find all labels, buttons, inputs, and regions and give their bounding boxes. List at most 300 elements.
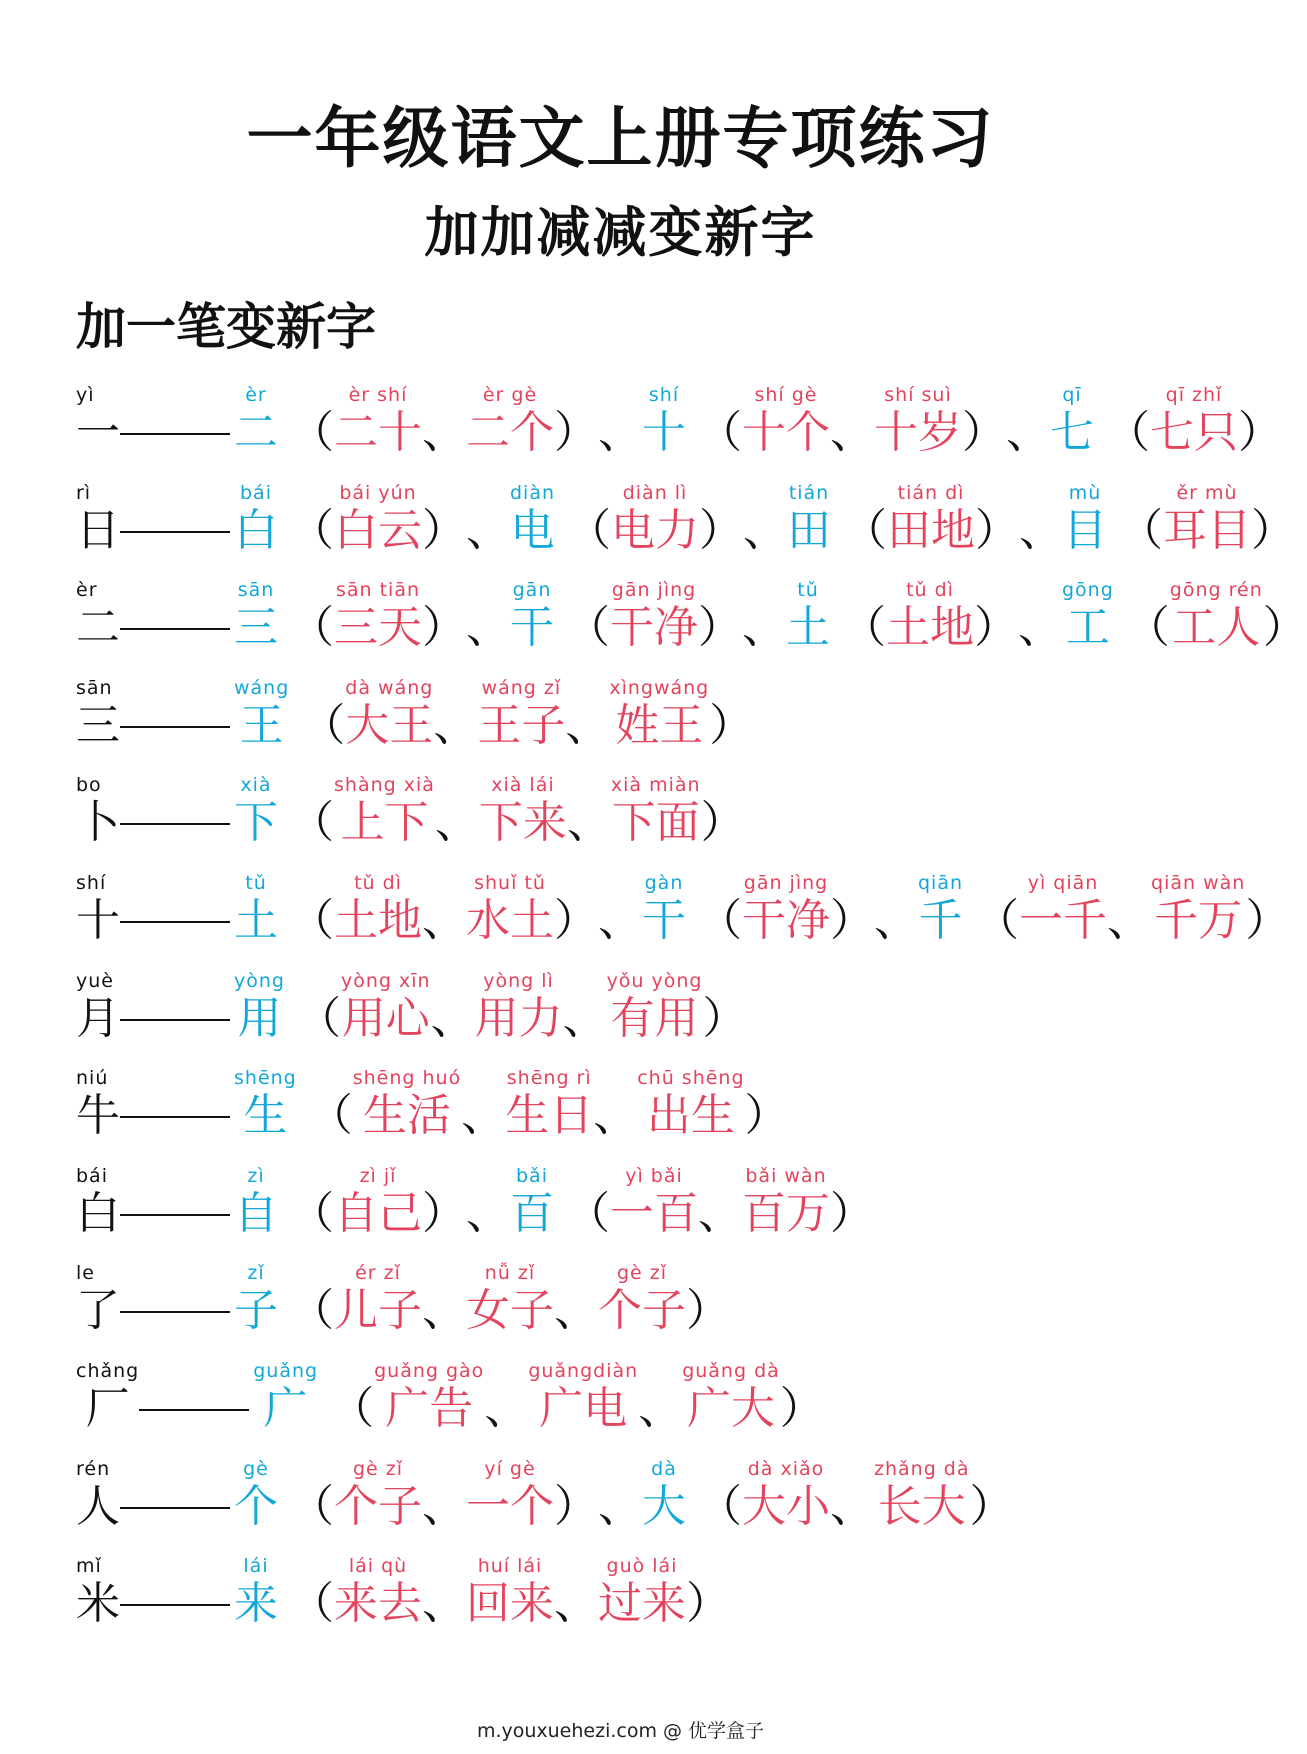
- hanzi: 子: [234, 1285, 278, 1337]
- page-subtitle: 加加减减变新字: [424, 201, 817, 264]
- close-paren: ）: [699, 504, 744, 556]
- hanzi: 牛: [76, 1090, 120, 1142]
- example-word: [1019, 871, 1107, 947]
- hanzi: 王: [239, 699, 284, 751]
- comma: 、: [830, 407, 874, 458]
- example-word: [886, 578, 974, 654]
- hanzi: 耳目: [1163, 504, 1252, 556]
- comma: 、: [593, 1090, 638, 1142]
- example-word: [610, 1164, 698, 1240]
- new-char: [234, 481, 278, 557]
- new-char: [787, 481, 831, 557]
- comma: 、: [598, 1480, 642, 1532]
- pinyin: qī: [1062, 384, 1082, 406]
- close-paren: ）: [969, 1480, 1014, 1532]
- open-paren: （: [698, 407, 742, 458]
- hanzi: 田地: [887, 504, 976, 556]
- example-word: [598, 1261, 686, 1337]
- example-word: [466, 871, 554, 947]
- example-word: [611, 773, 701, 849]
- open-paren: （: [290, 1285, 334, 1337]
- hanzi: 三: [76, 699, 120, 751]
- example-word: [334, 1554, 422, 1630]
- open-paren: （: [566, 602, 610, 654]
- hanzi: 白云: [334, 504, 422, 556]
- close-paren: ）: [1262, 602, 1307, 654]
- pinyin: yí gè: [484, 1457, 536, 1480]
- pinyin: gè zǐ: [352, 1457, 404, 1480]
- example-word: [466, 1261, 554, 1337]
- new-char: [234, 383, 278, 459]
- pinyin: chū shēng: [637, 1067, 745, 1090]
- exercise-list: [76, 383, 1307, 1652]
- close-paren: ）: [1245, 894, 1290, 946]
- hanzi: 七只: [1150, 407, 1238, 458]
- dash-line: [120, 797, 230, 849]
- hanzi: 日: [76, 504, 120, 556]
- new-char: [234, 578, 278, 654]
- hanzi: 千: [918, 894, 963, 946]
- hanzi: 土: [234, 894, 278, 946]
- hanzi: 广大: [686, 1382, 775, 1434]
- open-paren: （: [301, 699, 346, 751]
- open-paren: （: [290, 1187, 334, 1239]
- comma: 、: [422, 1480, 466, 1532]
- comma: 、: [598, 407, 642, 458]
- close-paren: ）: [709, 699, 754, 751]
- pinyin: yòng xīn: [340, 969, 431, 992]
- pinyin: guò lái: [606, 1555, 678, 1578]
- close-paren: ）: [744, 1090, 789, 1142]
- example-word: [374, 1359, 484, 1435]
- pinyin: diàn lì: [622, 481, 688, 504]
- hanzi: 生活: [362, 1090, 451, 1142]
- pinyin: shēng huó: [352, 1067, 462, 1090]
- close-paren: ）: [554, 894, 598, 946]
- hanzi: 七: [1050, 407, 1094, 458]
- hanzi: 下: [234, 797, 278, 849]
- example-word: [341, 969, 431, 1045]
- close-paren: ）: [554, 407, 598, 458]
- hanzi: 自: [234, 1187, 278, 1239]
- hanzi: 用力: [474, 992, 563, 1044]
- hanzi: 了: [76, 1285, 120, 1337]
- example-word: [610, 578, 698, 654]
- dash-line: [120, 895, 230, 947]
- pinyin: gè zǐ: [616, 1262, 668, 1285]
- hanzi: 百: [510, 1187, 554, 1239]
- pinyin: guǎngdiàn: [528, 1359, 639, 1382]
- pinyin: nǚ zǐ: [484, 1262, 536, 1285]
- example-word: [742, 871, 830, 947]
- comma: 、: [1019, 504, 1064, 556]
- close-paren: ）: [422, 1187, 466, 1239]
- hanzi: 生日: [505, 1090, 594, 1142]
- pinyin: xìngwáng: [609, 676, 710, 699]
- pinyin: gàn: [644, 871, 684, 894]
- hanzi: 用: [237, 992, 282, 1044]
- dash-line: [120, 1481, 230, 1533]
- hanzi: 土地: [886, 602, 974, 654]
- comma: 、: [422, 407, 466, 458]
- pinyin: yòng lì: [483, 969, 554, 992]
- pinyin: ěr mù: [1176, 481, 1238, 504]
- pinyin: èr shí: [348, 384, 408, 406]
- hanzi: 回来: [466, 1578, 554, 1630]
- example-word: [477, 676, 565, 752]
- open-paren: （: [567, 504, 612, 556]
- example-word: [887, 481, 975, 557]
- close-paren: ）: [702, 992, 747, 1044]
- dash-line: [120, 1578, 230, 1630]
- hanzi: 干净: [742, 894, 830, 946]
- close-paren: ）: [422, 602, 466, 654]
- comma: 、: [698, 1187, 742, 1239]
- hanzi: 下面: [611, 797, 700, 849]
- pinyin: qiān: [918, 871, 964, 894]
- comma: 、: [461, 1090, 506, 1142]
- hanzi: 出生: [646, 1090, 735, 1142]
- hanzi: 广: [263, 1382, 308, 1434]
- exercise-row: [76, 1164, 1307, 1262]
- comma: 、: [562, 992, 607, 1044]
- hanzi: 一个: [466, 1480, 554, 1532]
- open-paren: （: [290, 602, 334, 654]
- exercise-row: [76, 1457, 1307, 1555]
- close-paren: ）: [698, 602, 742, 654]
- example-word: [466, 383, 554, 459]
- hanzi: 千万: [1154, 894, 1243, 946]
- example-word: [528, 1359, 638, 1435]
- pinyin: yuè: [76, 969, 114, 992]
- close-paren: ）: [554, 1480, 598, 1532]
- pinyin: ér zǐ: [355, 1262, 401, 1285]
- dash-line: [120, 1188, 230, 1240]
- pinyin: yǒu yòng: [606, 969, 703, 992]
- pinyin: shēng: [234, 1067, 297, 1090]
- exercise-row: [76, 871, 1307, 969]
- close-paren: ）: [779, 1382, 824, 1434]
- hanzi: 米: [76, 1578, 120, 1630]
- dash-line: [120, 993, 230, 1045]
- hanzi: 干: [510, 602, 554, 654]
- pinyin: mǐ: [76, 1555, 102, 1578]
- hanzi: 目: [1063, 504, 1108, 556]
- open-paren: （: [843, 504, 888, 556]
- hanzi: 一: [76, 407, 120, 458]
- comma: 、: [743, 504, 788, 556]
- example-word: [637, 1066, 744, 1142]
- open-paren: （: [308, 1090, 353, 1142]
- new-char: [510, 481, 555, 557]
- pinyin: bái: [76, 1164, 108, 1187]
- example-word: [505, 1066, 593, 1142]
- hanzi: 来: [234, 1578, 278, 1630]
- exercise-row: [76, 773, 1307, 871]
- example-word: [475, 969, 563, 1045]
- pinyin: gān: [512, 579, 552, 602]
- close-paren: ）: [962, 407, 1006, 458]
- hanzi: 一千: [1019, 894, 1108, 946]
- close-paren: ）: [830, 894, 874, 946]
- example-word: [598, 1554, 686, 1630]
- example-word: [479, 773, 567, 849]
- example-word: [334, 1261, 422, 1337]
- new-char: [234, 773, 278, 849]
- open-paren: （: [698, 894, 742, 946]
- new-char: [234, 969, 285, 1045]
- example-word: [682, 1359, 780, 1435]
- example-word: [466, 1457, 554, 1533]
- comma: 、: [433, 699, 478, 751]
- pinyin: zǐ: [247, 1262, 265, 1285]
- section-title: 加一笔变新字: [76, 298, 376, 356]
- comma: 、: [466, 1187, 510, 1239]
- comma: 、: [422, 1285, 466, 1337]
- example-word: [742, 383, 830, 459]
- hanzi: 田: [787, 504, 832, 556]
- hanzi: 用心: [341, 992, 430, 1044]
- hanzi: 二个: [466, 407, 554, 458]
- example-word: [1150, 383, 1238, 459]
- pinyin: guǎng gào: [374, 1359, 485, 1382]
- open-paren: （: [1119, 504, 1164, 556]
- comma: 、: [484, 1382, 529, 1434]
- pinyin: bǎi wàn: [745, 1164, 827, 1187]
- close-paren: ）: [686, 1285, 730, 1337]
- hanzi: 三天: [334, 602, 422, 654]
- hanzi: 王子: [477, 699, 566, 751]
- hanzi: 月: [76, 992, 120, 1044]
- base-char: [76, 1261, 120, 1337]
- pinyin: sān tiān: [335, 579, 421, 602]
- pinyin: shí suì: [884, 384, 952, 406]
- dash-line: [120, 1090, 230, 1142]
- hanzi: 来去: [334, 1578, 422, 1630]
- new-char: [918, 871, 963, 947]
- hanzi: 一百: [610, 1187, 698, 1239]
- new-char: [1050, 383, 1094, 459]
- pinyin: yòng: [234, 969, 285, 992]
- pinyin: lái qù: [348, 1555, 408, 1578]
- example-word: [607, 969, 703, 1045]
- hanzi: 有用: [610, 992, 699, 1044]
- hanzi: 女子: [466, 1285, 554, 1337]
- pinyin: bái yún: [339, 481, 417, 504]
- pinyin: shēng rì: [506, 1067, 592, 1090]
- exercise-row: [76, 969, 1307, 1067]
- pinyin: tián dì: [897, 481, 965, 504]
- hanzi: 姓王: [615, 699, 704, 751]
- open-paren: （: [296, 992, 341, 1044]
- pinyin: lái: [243, 1555, 269, 1578]
- comma: 、: [566, 797, 611, 849]
- example-word: [466, 1554, 554, 1630]
- hanzi: 干: [642, 894, 686, 946]
- new-char: [510, 578, 554, 654]
- close-paren: ）: [700, 797, 745, 849]
- example-word: [1151, 871, 1245, 947]
- example-word: [334, 578, 422, 654]
- example-word: [334, 383, 422, 459]
- base-char: [76, 1066, 120, 1142]
- open-paren: （: [290, 407, 334, 458]
- open-paren: （: [566, 1187, 610, 1239]
- comma: 、: [830, 1480, 874, 1532]
- pinyin: tǔ: [797, 579, 819, 602]
- close-paren: ）: [1251, 504, 1296, 556]
- pinyin: sān: [237, 579, 275, 602]
- example-word: [874, 1457, 970, 1533]
- new-char: [642, 383, 686, 459]
- comma: 、: [598, 894, 642, 946]
- exercise-row: [76, 578, 1307, 676]
- example-word: [611, 481, 699, 557]
- pinyin: yì qiān: [1027, 871, 1099, 894]
- dash-line: [120, 1285, 230, 1337]
- pinyin: gān jìng: [743, 871, 829, 894]
- close-paren: ）: [422, 504, 466, 556]
- pinyin: rì: [76, 481, 92, 504]
- pinyin: èr: [76, 579, 98, 602]
- new-char: [1062, 578, 1114, 654]
- base-char: [76, 1554, 120, 1630]
- hanzi: 广告: [385, 1382, 474, 1434]
- example-word: [874, 383, 962, 459]
- example-word: [742, 1457, 830, 1533]
- new-char: [234, 1554, 278, 1630]
- comma: 、: [1107, 894, 1152, 946]
- comma: 、: [874, 894, 918, 946]
- hanzi: 电力: [611, 504, 700, 556]
- comma: 、: [1006, 407, 1050, 458]
- comma: 、: [422, 1578, 466, 1630]
- open-paren: （: [975, 894, 1020, 946]
- close-paren: ）: [974, 602, 1018, 654]
- comma: 、: [565, 699, 610, 751]
- pinyin: wáng zǐ: [481, 676, 562, 699]
- new-char: [234, 676, 289, 752]
- hanzi: 长大: [877, 1480, 966, 1532]
- hanzi: 人: [76, 1480, 120, 1532]
- hanzi: 自己: [334, 1187, 422, 1239]
- pinyin: zì jǐ: [359, 1164, 397, 1187]
- exercise-row: [76, 383, 1307, 481]
- example-word: [334, 1164, 422, 1240]
- hanzi: 土: [786, 602, 830, 654]
- pinyin: bo: [76, 774, 102, 797]
- open-paren: （: [290, 504, 334, 556]
- base-char: [76, 969, 120, 1045]
- close-paren: ）: [686, 1578, 730, 1630]
- open-paren: （: [290, 894, 334, 946]
- example-word: [334, 1457, 422, 1533]
- example-word: [353, 1066, 461, 1142]
- new-char: [642, 1457, 686, 1533]
- pinyin: èr gè: [482, 384, 538, 406]
- pinyin: dà xiǎo: [747, 1457, 825, 1480]
- open-paren: （: [698, 1480, 742, 1532]
- dash-line: [120, 407, 230, 459]
- pinyin: xià: [240, 774, 272, 797]
- hanzi: 个子: [598, 1285, 686, 1337]
- hanzi: 三: [234, 602, 278, 654]
- pinyin: tǔ dì: [906, 579, 954, 602]
- hanzi: 十: [642, 407, 686, 458]
- pinyin: guǎng: [253, 1359, 319, 1382]
- hanzi: 工: [1065, 602, 1110, 654]
- base-char: [76, 1457, 120, 1533]
- exercise-row: [76, 1554, 1307, 1652]
- comma: 、: [466, 602, 510, 654]
- new-char: [234, 1261, 278, 1337]
- hanzi: 生: [243, 1090, 288, 1142]
- open-paren: （: [330, 1382, 375, 1434]
- new-char: [786, 578, 830, 654]
- pinyin: tián: [788, 481, 830, 504]
- hanzi: 二十: [334, 407, 422, 458]
- hanzi: 干净: [610, 602, 698, 654]
- hanzi: 十个: [742, 407, 830, 458]
- pinyin: shí: [76, 871, 107, 894]
- pinyin: yì bǎi: [625, 1164, 683, 1187]
- pinyin: tǔ: [245, 871, 267, 894]
- base-char: [76, 773, 120, 849]
- hanzi: 厂: [85, 1382, 130, 1434]
- comma: 、: [466, 504, 510, 556]
- base-char: [76, 578, 120, 654]
- hanzi: 儿子: [334, 1285, 422, 1337]
- dash-line: [120, 602, 230, 654]
- pinyin: tǔ dì: [354, 871, 402, 894]
- dash-line: [120, 505, 230, 557]
- example-word: [1170, 578, 1263, 654]
- comma: 、: [638, 1382, 683, 1434]
- pinyin: guǎng dà: [682, 1359, 780, 1382]
- new-char: [234, 1164, 278, 1240]
- hanzi: 个: [234, 1480, 278, 1532]
- new-char: [234, 1066, 297, 1142]
- hanzi: 十: [76, 894, 120, 946]
- hanzi: 电: [510, 504, 555, 556]
- open-paren: （: [290, 1578, 334, 1630]
- example-word: [742, 1164, 830, 1240]
- open-paren: （: [290, 1480, 334, 1532]
- close-paren: ）: [975, 504, 1020, 556]
- example-word: [334, 481, 422, 557]
- pinyin: chǎng: [76, 1359, 140, 1382]
- hanzi: 二: [234, 407, 278, 458]
- hanzi: 过来: [598, 1578, 686, 1630]
- comma: 、: [422, 894, 466, 946]
- pinyin: mù: [1068, 481, 1102, 504]
- open-paren: （: [1106, 407, 1150, 458]
- hanzi: 下来: [478, 797, 567, 849]
- pinyin: le: [76, 1262, 95, 1285]
- pinyin: dà: [651, 1457, 677, 1480]
- hanzi: 十岁: [874, 407, 962, 458]
- pinyin: zì: [247, 1164, 265, 1187]
- pinyin: diàn: [510, 481, 556, 504]
- hanzi: 二: [76, 602, 120, 654]
- base-char: [76, 383, 120, 459]
- base-char: [76, 676, 120, 752]
- dash-line: [139, 1383, 249, 1435]
- pinyin: qī zhǐ: [1165, 384, 1223, 406]
- pinyin: xià miàn: [610, 774, 701, 797]
- pinyin: yì: [76, 384, 95, 406]
- close-paren: ）: [1238, 407, 1282, 458]
